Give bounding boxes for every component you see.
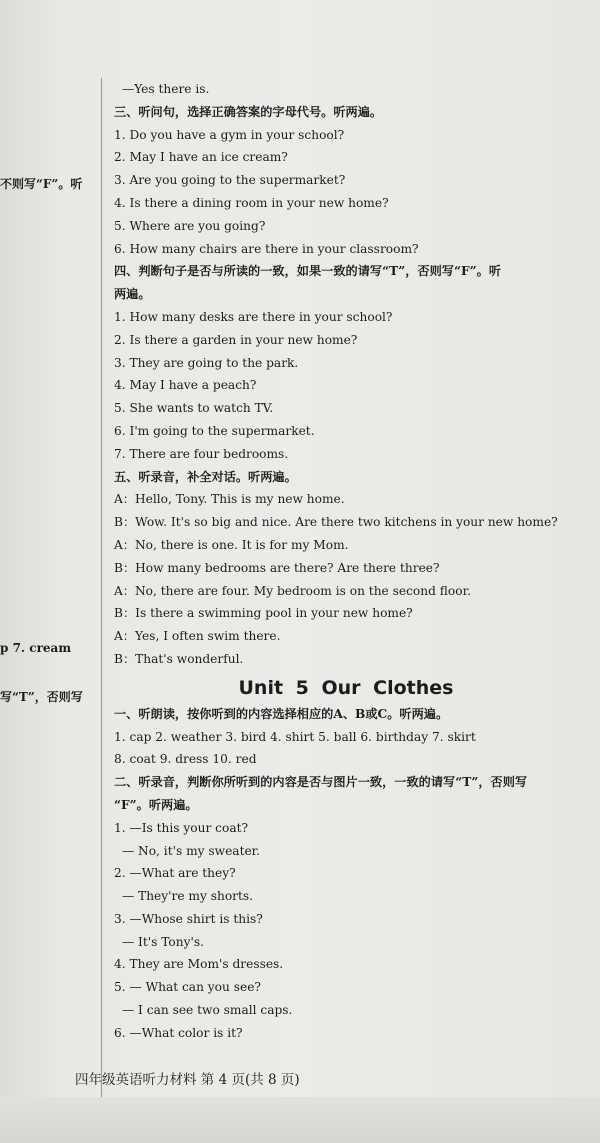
text-line: — I can see two small caps. (122, 1003, 293, 1018)
text-line: A：Yes, I often swim there. (114, 629, 281, 644)
text-line: 1. Do you have a gym in your school? (114, 127, 345, 142)
text-line: 5. — What can you see? (114, 980, 261, 995)
unit-title: Unit 5 Our Clothes (238, 676, 454, 699)
text-line: 6. How many chairs are there in your classroom? (114, 241, 419, 256)
cut-off-text-fragment: 写“T”，否则写 (0, 690, 83, 704)
text-line: 5. She wants to watch TV. (114, 401, 274, 416)
unit5-listening-text (114, 703, 594, 1045)
text-line: B：How many bedrooms are there? Are there three? (114, 560, 440, 575)
text-line: 4. Is there a dining room in your new home? (114, 195, 389, 210)
text-line: B：Wow. It's so big and nice. Are there two kitchens in your new home? (114, 515, 558, 530)
text-line: A：Hello, Tony. This is my new home. (114, 492, 345, 507)
text-line: 2. May I have an ice cream? (114, 150, 288, 165)
section-heading: 两遍。 (114, 287, 151, 302)
text-line: 6. —What color is it? (114, 1025, 243, 1040)
text-line: A：No, there are four. My bedroom is on the second floor. (114, 583, 471, 598)
cut-off-text-fragment: p 7. cream (0, 641, 72, 655)
text-line: 6. I'm going to the supermarket. (114, 423, 315, 438)
cut-off-text-fragment: 不则写“F”。听 (0, 177, 83, 191)
page-footer: 四年级英语听力材料 第 4 页(共 8 页) (75, 1072, 300, 1088)
text-line: — No, it's my sweater. (122, 843, 261, 858)
section-heading: “F”。听两遍。 (114, 797, 198, 812)
text-line: 4. They are Mom's dresses. (114, 957, 284, 972)
text-line: 1. —Is this your coat? (114, 820, 249, 835)
text-line: 5. Where are you going? (114, 218, 266, 233)
text-line: 4. May I have a peach? (114, 378, 257, 393)
text-line: 2. —What are they? (114, 866, 236, 881)
text-line: —Yes there is. (122, 82, 210, 96)
bottom-margin (0, 1097, 600, 1143)
text-line: A：No, there is one. It is for my Mom. (114, 537, 349, 552)
text-line: B：That's wonderful. (114, 651, 244, 666)
section-heading: 五、听录音，补全对话。听两遍。 (114, 469, 297, 484)
text-line: — They're my shorts. (122, 889, 254, 904)
text-line: 3. They are going to the park. (114, 355, 299, 370)
text-line: 2. Is there a garden in your new home? (114, 332, 358, 347)
section-heading: 一、听朗读，按你听到的内容选择相应的A、B或C。听两遍。 (114, 706, 449, 721)
column-divider (101, 78, 102, 1098)
main-column (114, 78, 594, 1045)
text-line: 3. —Whose shirt is this? (114, 911, 263, 926)
text-line: 3. Are you going to the supermarket? (114, 173, 346, 188)
section-heading: 四、判断句子是否与所读的一致，如果一致的请写“T”，否则写“F”。听 (114, 264, 502, 279)
text-line: 8. coat 9. dress 10. red (114, 752, 257, 767)
section-heading: 三、听问句，选择正确答案的字母代号。听两遍。 (114, 104, 383, 119)
text-line: 7. There are four bedrooms. (114, 446, 289, 461)
text-line: 1. cap 2. weather 3. bird 4. shirt 5. ball 6. birthday 7. skirt (114, 729, 476, 744)
text-line: 1. How many desks are there in your school? (114, 309, 393, 324)
section-heading: 二、听录音，判断你所听到的内容是否与图片一致，一致的请写“T”，否则写 (114, 775, 528, 790)
text-line: — It's Tony's. (122, 934, 204, 949)
previous-page-edge (0, 0, 100, 1143)
unit4-listening-text (114, 78, 594, 671)
text-line: B：Is there a swimming pool in your new home? (114, 606, 413, 621)
